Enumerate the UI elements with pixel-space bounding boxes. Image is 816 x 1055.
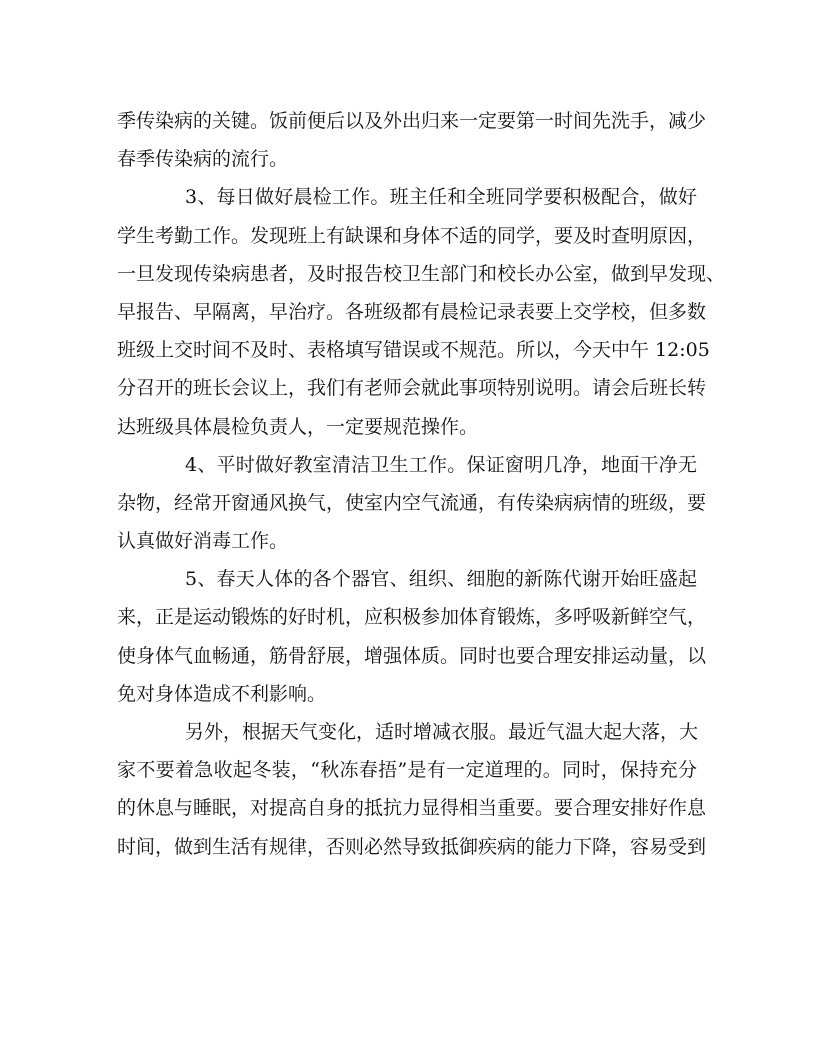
text-line: 来，正是运动锻炼的好时机，应积极参加体育锻炼，多呼吸新鲜空气， (117, 606, 707, 629)
text-line: 班级上交时间不及时、表格填写错误或不规范。所以，今天中午 12:05 (117, 339, 710, 362)
text-line: 4、平时做好教室清洁卫生工作。保证窗明几净，地面干净无 (185, 453, 697, 476)
text-line: 3、每日做好晨检工作。班主任和全班同学要积极配合，做好 (185, 186, 697, 209)
text-line: 时间，做到生活有规律，否则必然导致抵御疾病的能力下降，容易受到 (117, 835, 707, 858)
text-line: 杂物，经常开窗通风换气，使室内空气流通，有传染病病情的班级，要 (117, 491, 707, 514)
text-line: 认真做好消毒工作。 (117, 530, 289, 553)
text-line: 的休息与睡眠，对提高自身的抵抗力显得相当重要。要合理安排好作息 (117, 797, 707, 820)
body-text (117, 102, 726, 866)
text-line: 一旦发现传染病患者，及时报告校卫生部门和校长办公室，做到早发现、 (117, 262, 726, 285)
text-line: 学生考勤工作。发现班上有缺课和身体不适的同学，要及时查明原因， (117, 224, 707, 247)
text-line: 早报告、早隔离，早治疗。各班级都有晨检记录表要上交学校，但多数 (117, 300, 707, 323)
text-line: 使身体气血畅通，筋骨舒展，增强体质。同时也要合理安排运动量，以 (117, 644, 707, 667)
text-line: 免对身体造成不利影响。 (117, 682, 327, 705)
text-line: 分召开的班长会议上，我们有老师会就此事项特别说明。请会后班长转 (117, 377, 707, 400)
text-line: 春季传染病的流行。 (117, 148, 289, 171)
text-line: 季传染病的关键。饭前便后以及外出归来一定要第一时间先洗手，减少 (117, 110, 707, 132)
text-line: 5、春天人体的各个器官、组织、细胞的新陈代谢开始旺盛起 (185, 568, 697, 591)
text-line: 另外，根据天气变化，适时增减衣服。最近气温大起大落，大 (185, 721, 699, 743)
text-line: 家不要着急收起冬装，“秋冻春捂”是有一定道理的。同时，保持充分 (117, 759, 697, 782)
text-line: 达班级具体晨检负责人，一定要规范操作。 (117, 415, 479, 438)
